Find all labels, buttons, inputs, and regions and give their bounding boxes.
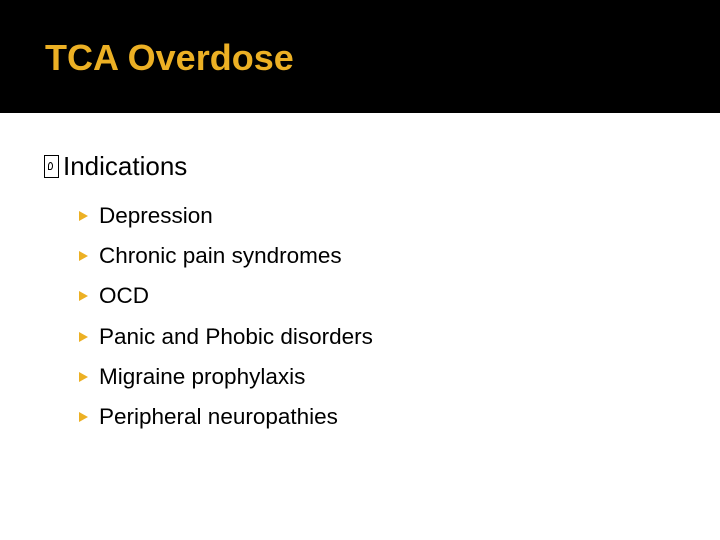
missing-glyph-icon [44, 155, 59, 178]
list-item-label: Depression [99, 203, 213, 229]
list-item-label: OCD [99, 283, 149, 309]
indications-heading [44, 151, 187, 181]
triangle-bullet-icon [79, 412, 88, 422]
list-item [79, 357, 373, 397]
list-item-label: Peripheral neuropathies [99, 404, 338, 430]
triangle-bullet-icon [79, 211, 88, 221]
list-item [79, 196, 373, 236]
list-item-label: Chronic pain syndromes [99, 243, 342, 269]
list-item [79, 317, 373, 357]
indications-list [79, 196, 373, 437]
list-item-label: Migraine prophylaxis [99, 363, 306, 389]
list-item [79, 236, 373, 276]
triangle-bullet-icon [79, 291, 88, 301]
indications-label: Indications [63, 151, 188, 181]
triangle-bullet-icon [79, 372, 88, 382]
slide-title: TCA Overdose [45, 37, 294, 78]
list-item [79, 276, 373, 316]
list-item-label: Panic and Phobic disorders [99, 323, 373, 349]
triangle-bullet-icon [79, 251, 88, 261]
list-item [79, 397, 373, 437]
triangle-bullet-icon [79, 332, 88, 342]
